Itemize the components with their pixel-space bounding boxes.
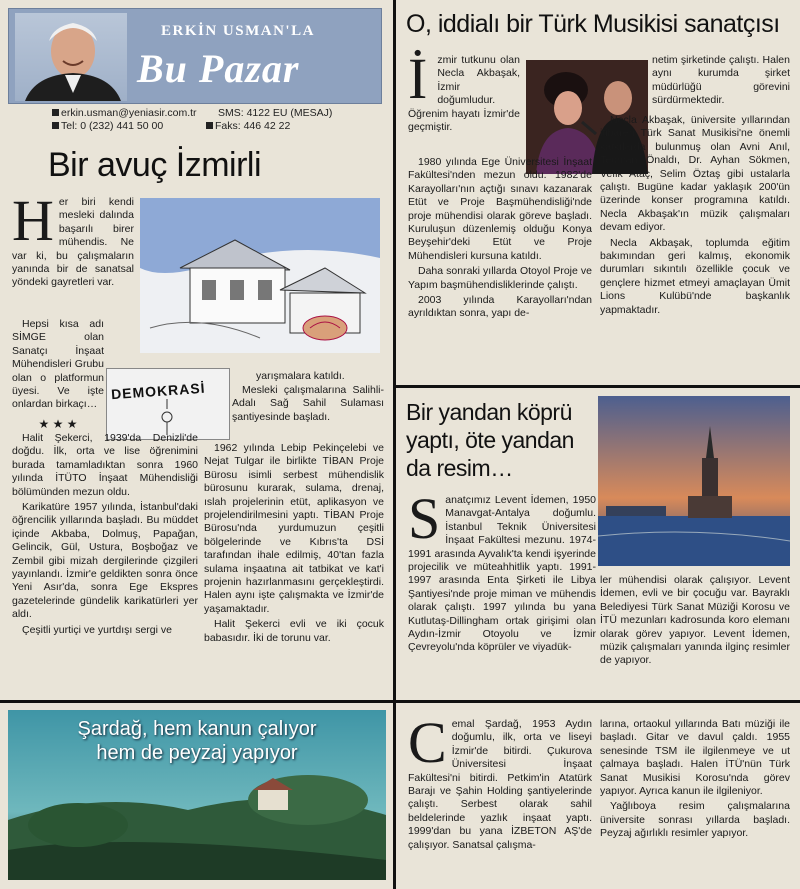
- paragraph: Necla Akbaşak, toplumda eğitim bakımından geri kalmış, ekonomik durumları sıkıntılı özellikle çocuk ve gençlere hizmet etmeyi amaçlayan Ümit Lions Kulübü'nde başkanlık yapmaktadır.: [600, 236, 790, 316]
- paragraph: anatçımız Levent İdemen, 1950 Manavgat-Antalya doğumlu. İstanbul Teknik Üniversitesi İnşaat Fakültesi mezunu. 1974-1991 arasında Ayvalık'ta kendi işyerinde projecilik ve müteahhitlik yaptı. 1991-1997 arasında Enta Şirketi ile Libya Şantiyesi'nde proje miman ve mühendis olarak çalıştı. 1997 yılında bu yana Kutlutaş-Dillingham ortak girişimi olan Aydın-İzmir Otoyolu ve İzmir Çevreyolu'nda köprüler ve viyadük-: [408, 494, 596, 654]
- article4-painting: [8, 710, 386, 880]
- article4-headline-line1: Şardağ, hem kanun çalıyor: [77, 718, 317, 740]
- paragraph: Karikatüre 1957 yılında, İstanbul'daki öğrencilik yıllarında başladı. Bu müddet içinde Akbaba, Dolmuş, Papağan, Gelincik, Gül, Ustura, Boşboğaz ve Zembil gibi mizah dergilerinde çizgileri yayınlandı. İzmir'e geldikten sonra önce Yeni Asır'da, sonra Ege Ekspres gazetelerinde gündelik karikatürleri yer aldı.: [12, 501, 198, 621]
- dropcap: İ: [408, 46, 428, 111]
- paragraph: zmir tutkunu olan Necla Akbaşak, İzmir doğumludur. Öğrenim hayatı İzmir'de geçmiştir.: [408, 54, 520, 134]
- paragraph: netim şirketinde çalıştı. Halen aynı kurumda şirket müdürlüğü görevini sürdürmektedir.: [652, 54, 790, 107]
- dropcap: H: [12, 188, 54, 253]
- maidens-tower-painting-icon: [598, 396, 790, 566]
- article2-col2b: [600, 114, 790, 319]
- separator-stars: ★ ★ ★: [38, 417, 78, 431]
- paragraph: emal Şardağ, 1953 Aydın doğumlu, ilk, orta ve liseyi İzmir'de bitirdi. Çukurova Üniversitesi İnşaat Fakültesi'ni bitirdi. Petkim'in Atatürk Barajı ve Şahin Holding şantiyelerinde çalıştı. Serbest olarak sahil beldelerinde yazlık inşaat yaptı. 1999'dan bu yana İZBETON AŞ'de çalışıyor. Sanatsal çalışma-: [408, 718, 592, 851]
- contact-email[interactable]: erkin.usman@yeniasir.com.tr: [52, 107, 197, 119]
- paragraph: Halit Şekerci, 1939'da Denizli'de doğdu. İlk, orta ve lise öğrenimini burada tamamladıktan sonra 1960 yılında İTÜTO İnşaat Mühendisliği bölümünden mezun oldu.: [12, 432, 198, 498]
- paragraph: Çeşitli yurtiçi ve yurtdışı sergi ve: [22, 623, 172, 636]
- bullet-icon: [52, 109, 59, 116]
- article4-col1: [408, 710, 592, 854]
- bullet-icon: [52, 122, 59, 129]
- paragraph: Mesleki çalışmalarına Salihli-Adalı Sağ Sahil Sulaması şantiyesinde başladı.: [232, 384, 384, 423]
- paragraph: er biri kendi mesleki dalında başarılı birer mühendis. Ne var ki, bu çalışmaların yanında bir de sanatsal yöndeki gayretleri var.: [12, 196, 134, 289]
- paragraph: 1962 yılında Lebip Pekinçelebi ve Nejat Tulgar ile birlikte TİBAN Proje Bürosu isimli serbest mühendislik bürosunu kurarak, sulama, drenaj, ıslah projelerinin etüt, aplikasyon ve projelendirilmesini yaptı. TİBAN Proje Bürosu'nda yurdumuzun çeşitli bölgelerinde ve Kıbrıs'ta DSİ tarafından ihale edilmiş, 40'tan fazla sulama inşaatına ait tatbikat ve kat'i projenin hazırlanmasını gerçekleştirdi. Halen aynı işte çalışmakta ve İzmir'de yaşamaktadır.: [204, 442, 384, 615]
- author-portrait-icon: [15, 13, 127, 101]
- article3-col2: [600, 574, 790, 670]
- article2-col2: [652, 54, 790, 110]
- article1-col1c: [12, 432, 198, 639]
- article1-col2c: [204, 442, 384, 647]
- paragraph: 2003 yılında Karayolları'ndan ayrıldıktan sonra, yapı de-: [408, 294, 592, 320]
- dropcap: C: [408, 710, 447, 775]
- article1-illustration: [140, 198, 380, 353]
- contact-tel: Tel: 0 (232) 441 50 00: [52, 120, 163, 132]
- article4-col2: [600, 718, 790, 843]
- article1-col1b: [12, 318, 104, 414]
- dropcap: S: [408, 486, 441, 551]
- contact-sms: SMS: 4122 EU (MESAJ): [218, 107, 333, 119]
- article3-painting: [598, 396, 790, 566]
- paragraph: larına, ortaokul yıllarında Batı müziği ile başladı. Gitar ve davul çaldı. 1955 senesinde TSM ile ilgilenmeye ve ut çalmaya başladı. Halen İTÜ'nün Türk Sanat Musikisi Korosu'nda görev yapıyor. Ayrıca kanun ile ilgileniyor.: [600, 718, 790, 798]
- contact-fax: Faks: 446 42 22: [206, 120, 290, 132]
- author-photo: [15, 13, 127, 101]
- paragraph: Halit Şekerci evli ve iki çocuk babasıdır. İki de torunu var.: [204, 618, 384, 644]
- article1-col1: [12, 188, 134, 292]
- bullet-icon: [206, 122, 213, 129]
- article3-col1: [408, 486, 596, 657]
- house-sketch-icon: [140, 198, 380, 353]
- article2-col1: [408, 46, 520, 136]
- column-header: [8, 8, 382, 104]
- column-author: ERKİN USMAN'LA: [161, 23, 315, 39]
- article2-headline: O, iddialı bir Türk Musikisi sanatçısı: [406, 10, 780, 38]
- paragraph: ler mühendisi olarak çalışıyor. Levent İdemen, evli ve bir çocuğu var. Bayraklı Belediyesi Türk Sanat Müziği Korosu ve İTÜ mezunları kadrosunda koro elemanı olarak görev yapıyor. Levent İdemen, müzik çalışmaları yanında ilginç resimler de yapıyor.: [600, 574, 790, 667]
- article3-headline: Bir yandan köprü yaptı, öte yandan da resim…: [406, 399, 574, 481]
- column-title: Bu Pazar: [137, 46, 300, 91]
- article1-col2b: [232, 384, 384, 426]
- article1-headline: Bir avuç İzmirli: [48, 146, 262, 184]
- paragraph: Necla Akbaşak, üniversite yıllarından itibaren Türk Sanat Musikisi'ne önemli katkılarda bulunmuş olan Avni Anıl, Teoman Önaldı, Dr. Ayhan Sökmen, Vefik Ataç, Selim Öztaş gibi ustalarla çalıştı. Bugüne kadar yaklaşık 200'ün üzerinde konser programına katıldı. Necla Akbaşak'ın müzik çalışmaları devam ediyor.: [600, 114, 790, 234]
- paragraph: 1980 yılında Ege Üniversitesi İnşaat Fakültesi'nden mezun oldu. 1982'de Karayolları'nın açtığı sınavı kazanarak Etüt ve Proje Başmühendisliği'nde proje mühendisi olarak göreve başladı. Kuruluşun düzenlemiş olduğu Konya Beyşehir'deki Etüt ve Proje Mühendisleri kursuna katıldı.: [408, 156, 592, 262]
- paragraph: Daha sonraki yıllarda Otoyol Proje ve Yapım başmühendisliklerinde çalıştı.: [408, 265, 592, 291]
- cartoon-caption: DEMOKRASİ: [110, 379, 207, 403]
- paragraph: Yağlıboya resim çalışmalarına üniversite sonrası yıllarda başladı. Peyzaj ağırlıklı resimler yapıyor.: [600, 800, 790, 840]
- paragraph: yarışmalara katıldı.: [256, 370, 345, 382]
- article4-headline-line2: hem de peyzaj yapıyor: [96, 742, 298, 764]
- article2-col1b: [408, 156, 592, 323]
- paragraph: Hepsi kısa adı SİMGE olan Sanatçı İnşaat Mühendisleri Grubu olan o platformun üyesi. Ve işte onlardan birkaçı…: [12, 318, 104, 411]
